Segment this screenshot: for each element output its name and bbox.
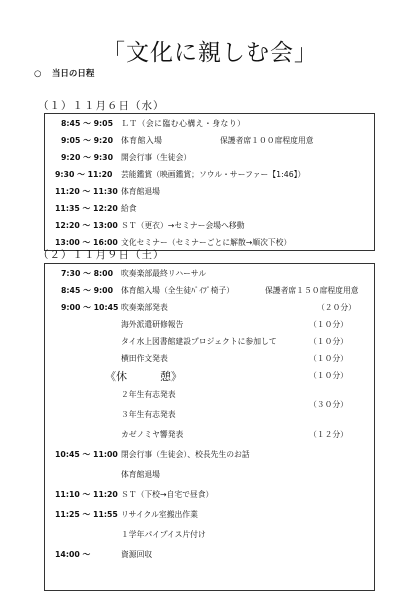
- row-event: １学年パイプイス片付け: [121, 530, 206, 539]
- row-event: 吹奏楽部発表: [121, 303, 168, 312]
- row-event: 体育館入場: [121, 136, 163, 145]
- row-event: 資源回収: [121, 550, 153, 559]
- schedule-heading-text: 当日の日程: [51, 69, 95, 79]
- row-event: カゼノミヤ響発表: [121, 430, 184, 439]
- row-duration: （２０分）: [317, 303, 356, 312]
- row-event: 開会行事（生徒会）: [121, 153, 192, 162]
- row-event: 給食: [121, 204, 137, 213]
- row-event: 体育館退場: [121, 470, 160, 479]
- row-duration: （１２分）: [309, 430, 348, 439]
- row-time: 11:35 ～ 12:20: [55, 204, 118, 213]
- row-event: 閉会行事（生徒会）、校長先生のお話: [121, 450, 250, 459]
- day2-schedule-box: [44, 263, 375, 591]
- break-label: 《休 憩》: [105, 370, 182, 383]
- row-time: 8:45 ～ 9:05: [61, 119, 114, 128]
- row-event: ＳＴ（下校→自宅で昼食）: [121, 490, 214, 499]
- row-time: 11:20 ～ 11:30: [55, 187, 118, 196]
- row-event: 文化セミナー（セミナーごとに解散→順次下校）: [121, 238, 292, 247]
- row-event: 海外派遣研修報告: [121, 320, 184, 329]
- row-duration: （１０分）: [309, 371, 348, 380]
- row-time: 11:10 ～ 11:20: [55, 490, 118, 499]
- row-duration: （１０分）: [309, 354, 348, 363]
- row-time: 13:00 ～ 16:00: [55, 238, 118, 247]
- row-time: 7:30 ～ 8:00: [61, 269, 114, 278]
- row-event: 芸能鑑賞（映画鑑賞；ソウル・サーファー【1:46】）: [121, 170, 306, 179]
- day1-label: （１）１１月６日（水）: [38, 100, 165, 112]
- row-time: 9:30 ～ 11:20: [55, 170, 113, 179]
- row-time: 11:25 ～ 11:55: [55, 510, 118, 519]
- row-time: 9:00 ～ 10:45: [61, 303, 119, 312]
- row-time: 14:00 ～: [55, 550, 91, 559]
- row-time: 12:20 ～ 13:00: [55, 221, 118, 230]
- row-time: 10:45 ～ 11:00: [55, 450, 118, 459]
- row-event: 横田作文発表: [121, 354, 168, 363]
- row-event: ＳＴ（更衣）→セミナー会場へ移動: [121, 221, 245, 230]
- row-note: 保護者席１５０席程度用意: [265, 286, 359, 295]
- row-event: ２年生有志発表: [121, 390, 176, 399]
- circle-marker: ○: [34, 69, 42, 79]
- row-duration: （１０分）: [309, 337, 348, 346]
- row-event: 体育館入場（全生徒ﾊﾟｲﾌﾟ椅子）: [121, 286, 235, 295]
- row-time: 8:45 ～ 9:00: [61, 286, 114, 295]
- row-event: リサイクル室搬出作業: [121, 510, 198, 519]
- row-time: 9:05 ～ 9:20: [61, 136, 114, 145]
- row-duration: （３０分）: [309, 400, 348, 409]
- document-title: 「文化に親しむ会」: [102, 40, 318, 66]
- row-event: 体育館退場: [121, 187, 160, 196]
- row-event: ＬＴ（会に臨む心構え・身なり）: [121, 119, 246, 128]
- day1-schedule-box: [44, 113, 375, 251]
- row-event: 吹奏楽部最終リハーサル: [121, 269, 207, 278]
- row-event: タイ水上図書館建設プロジェクトに参加して: [121, 337, 277, 346]
- row-time: 9:20 ～ 9:30: [61, 153, 114, 162]
- row-note: 保護者席１００席程度用意: [220, 136, 314, 145]
- row-duration: （１０分）: [309, 320, 348, 329]
- day2-label: （２）１１月９日（土）: [38, 249, 165, 261]
- schedule-heading: [34, 67, 94, 79]
- row-event: ３年生有志発表: [121, 410, 176, 419]
